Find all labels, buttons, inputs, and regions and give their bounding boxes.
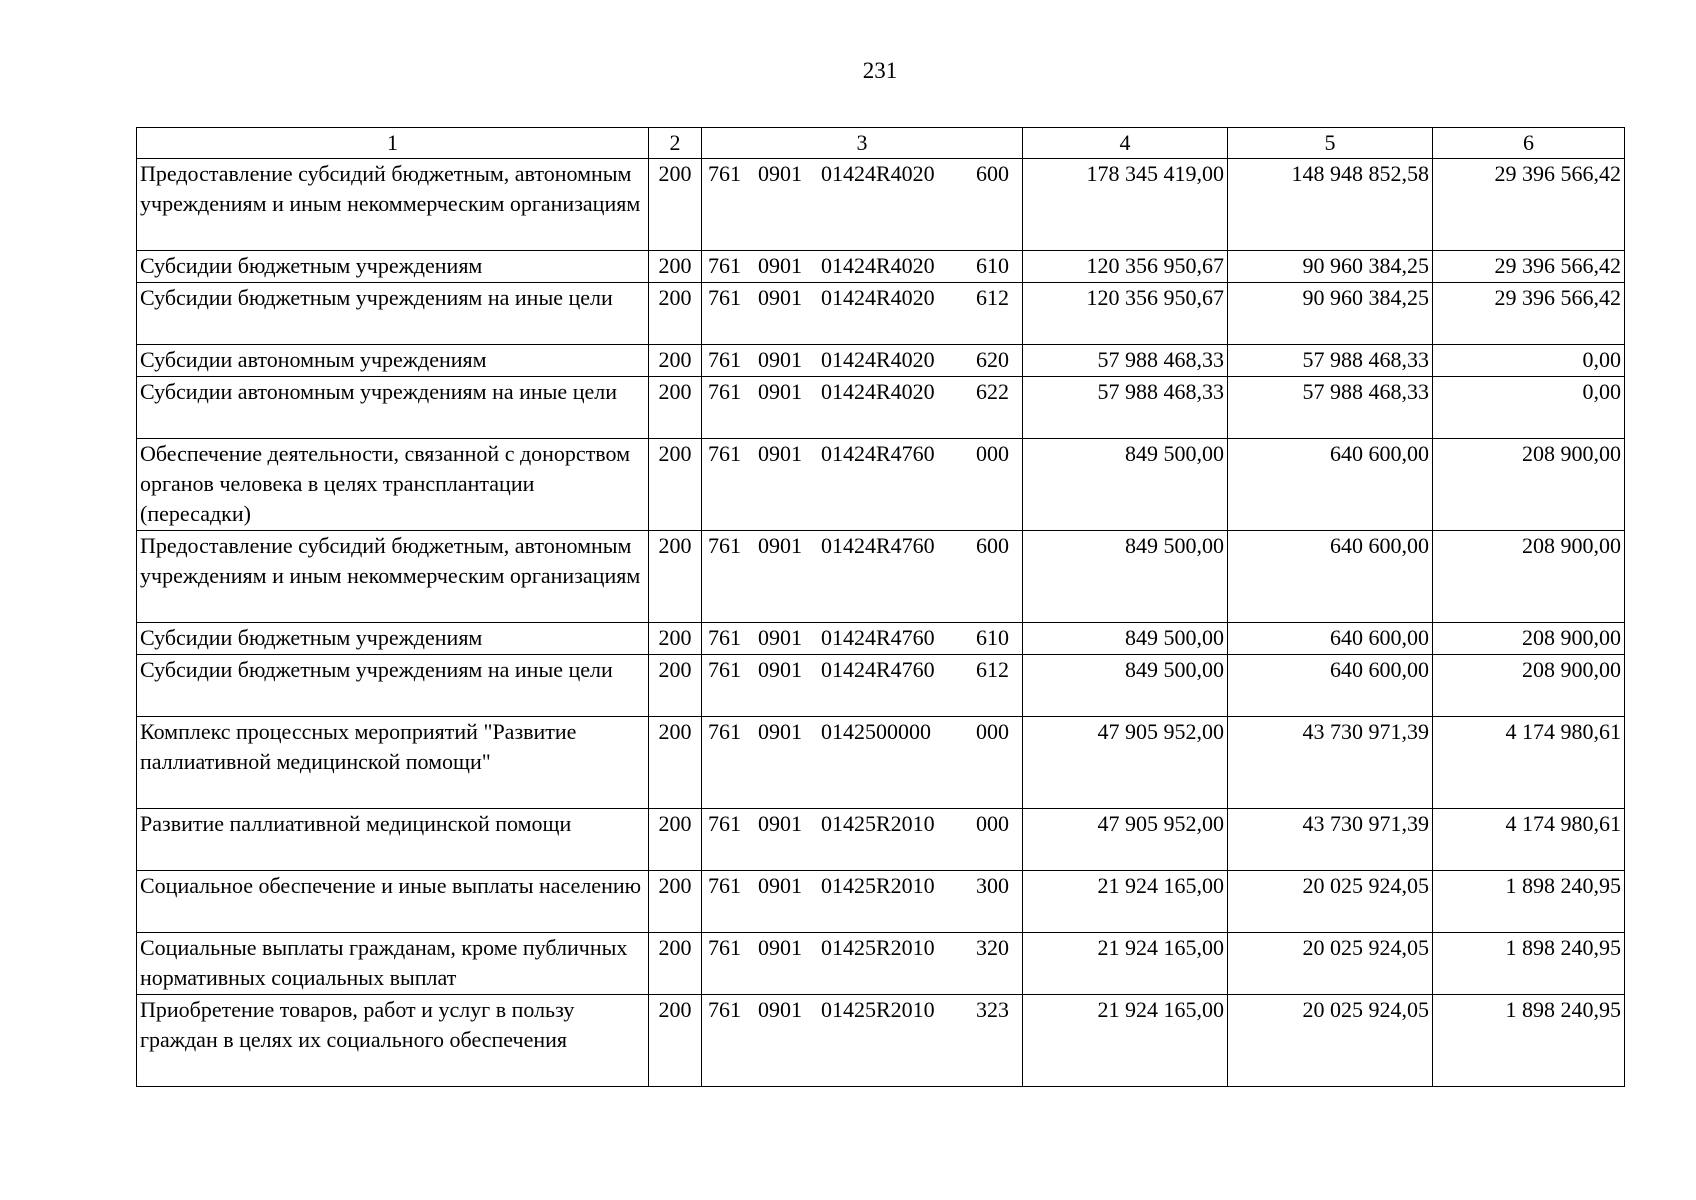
- code-target-article: 01424R4760: [821, 533, 935, 558]
- row-column-5: 640 600,00: [1228, 623, 1433, 655]
- row-column-4: 849 500,00: [1023, 439, 1228, 531]
- row-column-4: 120 356 950,67: [1023, 251, 1228, 283]
- row-column-6: 208 900,00: [1433, 531, 1625, 623]
- row-column-5: 148 948 852,58: [1228, 159, 1433, 251]
- row-column-5: 20 025 924,05: [1228, 995, 1433, 1087]
- code-section: 0901: [758, 347, 802, 372]
- row-column-4: 21 924 165,00: [1023, 995, 1228, 1087]
- code-chapter: 761: [708, 811, 741, 836]
- table-row: [137, 345, 1625, 377]
- row-column-4: 57 988 468,33: [1023, 345, 1228, 377]
- column-header-5: 5: [1228, 128, 1433, 159]
- code-section: 0901: [758, 625, 802, 650]
- code-section: 0901: [758, 997, 802, 1022]
- code-chapter: 761: [708, 873, 741, 898]
- row-code: [702, 251, 1023, 283]
- code-chapter: 761: [708, 935, 741, 960]
- code-expense-type: 612: [976, 285, 1009, 310]
- row-column-4: 178 345 419,00: [1023, 159, 1228, 251]
- code-chapter: 761: [708, 253, 741, 278]
- table-row: [137, 251, 1625, 283]
- code-expense-type: 000: [976, 441, 1009, 466]
- row-column-4: 849 500,00: [1023, 655, 1228, 717]
- table-row: [137, 655, 1625, 717]
- code-chapter: 761: [708, 441, 741, 466]
- code-chapter: 761: [708, 719, 741, 744]
- code-chapter: 761: [708, 285, 741, 310]
- code-expense-type: 600: [976, 533, 1009, 558]
- row-name: Обеспечение деятельности, связанной с донорством органов человека в целях трансплантации (пересадки): [137, 439, 649, 531]
- row-column-5: 640 600,00: [1228, 439, 1433, 531]
- page-number: 231: [862, 58, 898, 83]
- row-column-4: 57 988 468,33: [1023, 377, 1228, 439]
- code-expense-type: 610: [976, 625, 1009, 650]
- row-column-2: 200: [649, 995, 702, 1087]
- row-column-4: 21 924 165,00: [1023, 933, 1228, 995]
- row-code: [702, 655, 1023, 717]
- row-code: [702, 809, 1023, 871]
- row-column-2: 200: [649, 531, 702, 623]
- code-section: 0901: [758, 719, 802, 744]
- row-name: Комплекс процессных мероприятий "Развитие паллиативной медицинской помощи": [137, 717, 649, 809]
- budget-table: [136, 127, 1625, 1087]
- code-chapter: 761: [708, 657, 741, 682]
- table-row: [137, 377, 1625, 439]
- row-column-6: 1 898 240,95: [1433, 995, 1625, 1087]
- code-target-article: 01424R4020: [821, 347, 935, 372]
- row-column-6: 208 900,00: [1433, 623, 1625, 655]
- table-header-row: [137, 128, 1625, 159]
- row-name: Предоставление субсидий бюджетным, автономным учреждениям и иным некоммерческим организациям: [137, 159, 649, 251]
- row-column-2: 200: [649, 655, 702, 717]
- code-target-article: 01424R4020: [821, 379, 935, 404]
- row-name: Предоставление субсидий бюджетным, автономным учреждениям и иным некоммерческим организациям: [137, 531, 649, 623]
- row-column-2: 200: [649, 283, 702, 345]
- row-column-4: 47 905 952,00: [1023, 717, 1228, 809]
- code-section: 0901: [758, 379, 802, 404]
- row-column-5: 57 988 468,33: [1228, 345, 1433, 377]
- row-column-2: 200: [649, 809, 702, 871]
- code-target-article: 01425R2010: [821, 935, 935, 960]
- row-column-5: 57 988 468,33: [1228, 377, 1433, 439]
- code-expense-type: 622: [976, 379, 1009, 404]
- code-expense-type: 323: [976, 997, 1009, 1022]
- row-code: [702, 871, 1023, 933]
- row-column-5: 43 730 971,39: [1228, 717, 1433, 809]
- code-expense-type: 612: [976, 657, 1009, 682]
- table-row: [137, 995, 1625, 1087]
- row-name: Приобретение товаров, работ и услуг в пользу граждан в целях их социального обеспечения: [137, 995, 649, 1087]
- row-code: [702, 531, 1023, 623]
- code-expense-type: 320: [976, 935, 1009, 960]
- row-column-6: 1 898 240,95: [1433, 871, 1625, 933]
- code-section: 0901: [758, 935, 802, 960]
- row-column-6: 29 396 566,42: [1433, 251, 1625, 283]
- row-code: [702, 345, 1023, 377]
- code-section: 0901: [758, 285, 802, 310]
- table-row: [137, 283, 1625, 345]
- row-name: Субсидии автономным учреждениям на иные цели: [137, 377, 649, 439]
- code-section: 0901: [758, 811, 802, 836]
- code-target-article: 0142500000: [821, 719, 931, 744]
- row-column-5: 90 960 384,25: [1228, 283, 1433, 345]
- row-code: [702, 623, 1023, 655]
- row-column-2: 200: [649, 871, 702, 933]
- row-name: Субсидии автономным учреждениям: [137, 345, 649, 377]
- table-row: [137, 531, 1625, 623]
- row-code: [702, 439, 1023, 531]
- row-name: Социальное обеспечение и иные выплаты населению: [137, 871, 649, 933]
- row-column-5: 43 730 971,39: [1228, 809, 1433, 871]
- column-header-6: 6: [1433, 128, 1625, 159]
- row-column-2: 200: [649, 933, 702, 995]
- row-code: [702, 283, 1023, 345]
- code-target-article: 01425R2010: [821, 997, 935, 1022]
- row-column-6: 0,00: [1433, 345, 1625, 377]
- column-header-2: 2: [649, 128, 702, 159]
- row-name: Субсидии бюджетным учреждениям на иные цели: [137, 655, 649, 717]
- table-row: [137, 159, 1625, 251]
- table-row: [137, 717, 1625, 809]
- row-column-4: 47 905 952,00: [1023, 809, 1228, 871]
- code-chapter: 761: [708, 997, 741, 1022]
- code-expense-type: 600: [976, 161, 1009, 186]
- code-section: 0901: [758, 441, 802, 466]
- row-name: Субсидии бюджетным учреждениям на иные цели: [137, 283, 649, 345]
- code-target-article: 01424R4020: [821, 253, 935, 278]
- row-column-6: 208 900,00: [1433, 655, 1625, 717]
- row-column-6: 4 174 980,61: [1433, 809, 1625, 871]
- row-column-5: 640 600,00: [1228, 531, 1433, 623]
- code-section: 0901: [758, 533, 802, 558]
- column-header-4: 4: [1023, 128, 1228, 159]
- table-row: [137, 871, 1625, 933]
- row-column-6: 29 396 566,42: [1433, 283, 1625, 345]
- row-code: [702, 717, 1023, 809]
- row-column-5: 20 025 924,05: [1228, 871, 1433, 933]
- row-column-4: 120 356 950,67: [1023, 283, 1228, 345]
- row-name: Субсидии бюджетным учреждениям: [137, 251, 649, 283]
- row-column-4: 21 924 165,00: [1023, 871, 1228, 933]
- code-section: 0901: [758, 161, 802, 186]
- column-header-1: 1: [137, 128, 649, 159]
- row-column-6: 4 174 980,61: [1433, 717, 1625, 809]
- code-expense-type: 300: [976, 873, 1009, 898]
- row-column-6: 208 900,00: [1433, 439, 1625, 531]
- row-column-6: 0,00: [1433, 377, 1625, 439]
- row-code: [702, 159, 1023, 251]
- row-column-2: 200: [649, 251, 702, 283]
- code-expense-type: 000: [976, 719, 1009, 744]
- code-chapter: 761: [708, 161, 741, 186]
- row-column-5: 640 600,00: [1228, 655, 1433, 717]
- table-row: [137, 439, 1625, 531]
- row-column-2: 200: [649, 159, 702, 251]
- row-name: Развитие паллиативной медицинской помощи: [137, 809, 649, 871]
- code-expense-type: 000: [976, 811, 1009, 836]
- code-chapter: 761: [708, 379, 741, 404]
- code-section: 0901: [758, 253, 802, 278]
- row-name: Субсидии бюджетным учреждениям: [137, 623, 649, 655]
- code-target-article: 01424R4760: [821, 625, 935, 650]
- code-expense-type: 620: [976, 347, 1009, 372]
- code-chapter: 761: [708, 625, 741, 650]
- row-code: [702, 933, 1023, 995]
- code-target-article: 01425R2010: [821, 811, 935, 836]
- row-column-4: 849 500,00: [1023, 531, 1228, 623]
- row-column-4: 849 500,00: [1023, 623, 1228, 655]
- code-section: 0901: [758, 873, 802, 898]
- row-column-5: 90 960 384,25: [1228, 251, 1433, 283]
- code-expense-type: 610: [976, 253, 1009, 278]
- code-chapter: 761: [708, 533, 741, 558]
- table-row: [137, 933, 1625, 995]
- row-column-6: 1 898 240,95: [1433, 933, 1625, 995]
- row-name: Социальные выплаты гражданам, кроме публичных нормативных социальных выплат: [137, 933, 649, 995]
- table-row: [137, 809, 1625, 871]
- code-section: 0901: [758, 657, 802, 682]
- row-column-6: 29 396 566,42: [1433, 159, 1625, 251]
- row-column-2: 200: [649, 717, 702, 809]
- row-column-5: 20 025 924,05: [1228, 933, 1433, 995]
- row-column-2: 200: [649, 439, 702, 531]
- code-target-article: 01425R2010: [821, 873, 935, 898]
- row-column-2: 200: [649, 623, 702, 655]
- code-target-article: 01424R4020: [821, 161, 935, 186]
- row-column-2: 200: [649, 345, 702, 377]
- code-chapter: 761: [708, 347, 741, 372]
- code-target-article: 01424R4760: [821, 441, 935, 466]
- row-code: [702, 377, 1023, 439]
- row-code: [702, 995, 1023, 1087]
- column-header-3: 3: [702, 128, 1023, 159]
- code-target-article: 01424R4020: [821, 285, 935, 310]
- code-target-article: 01424R4760: [821, 657, 935, 682]
- table-row: [137, 623, 1625, 655]
- row-column-2: 200: [649, 377, 702, 439]
